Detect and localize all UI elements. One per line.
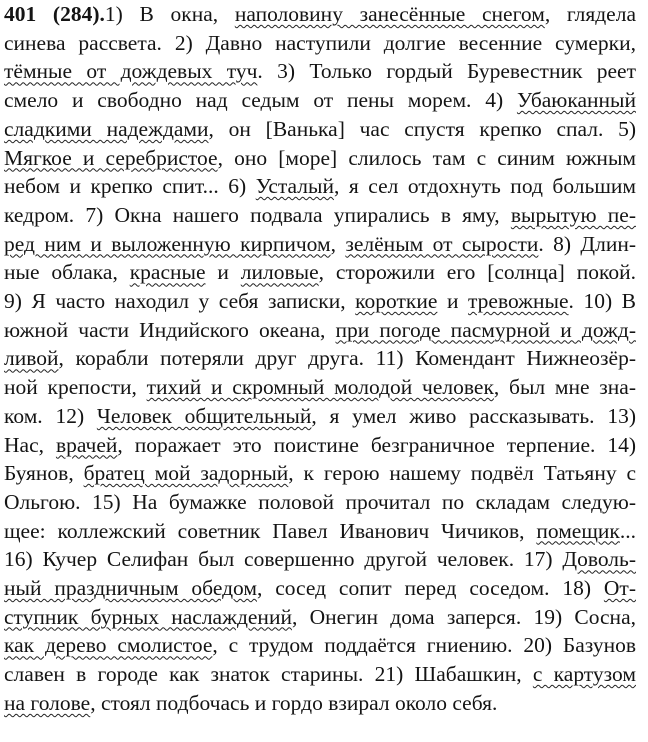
text-line [4,517,636,545]
text-segment: , он [Ванька] час спустя крепко спал. 5) [208,116,636,141]
text-segment: 9) Я часто находил у себя записки, [4,289,356,313]
underlined-phrase: лиловые [240,260,319,285]
text-line [4,115,636,143]
underlined-phrase: Мягкое и серебристое [4,145,218,170]
text-line [4,316,636,344]
exercise-number: 401 (284). [4,2,105,26]
text-line [4,57,636,85]
underlined-phrase: Доволь- [562,547,636,572]
text-line [4,373,636,401]
underlined-phrase: вырытую пе- [510,202,636,227]
text-segment: , [330,231,346,256]
underlined-phrase: тихий и скромный молодой человек [146,375,494,400]
text-segment: , оно [море] слилось там с синим южным [217,145,636,170]
underlined-phrase: сладкими надеждами [4,116,209,141]
text-segment: кедром. 7) Окна нашего подвала упирались в яму, [4,202,511,227]
text-segment: щее: коллежский советник Павел Иванович Чичиков, [4,518,537,543]
underlined-phrase: наполовину занесённые снегом [234,2,545,26]
text-line [4,574,636,602]
text-line [4,660,636,688]
text-segment: небом и крепко спит... 6) [4,174,256,199]
underlined-phrase: Убаюканный [516,88,636,113]
text-segment: , глядела [544,2,636,26]
text-line [4,29,636,57]
underlined-phrase: с картузом [532,662,636,687]
text-segment: , корабли потеряли друг друга. 11) Комендант Нижнеозёр- [58,346,636,371]
underlined-phrase: Человек общительный [96,403,312,428]
text-segment: , к герою нашему подвёл Татьяну с [288,461,637,486]
text-line [4,287,636,315]
text-segment: и [437,289,468,313]
text-segment: Буянов, [4,461,84,486]
underlined-phrase: Усталый [255,174,334,199]
underlined-phrase: как дерево смолистое [4,633,213,658]
underlined-phrase: тревожные [468,289,569,313]
text-line [4,603,636,631]
text-segment: 1) В окна, [104,2,235,26]
text-segment: ... [619,518,636,543]
text-segment: смело и свободно над седым от пены морем. 4) [4,88,517,113]
underlined-phrase: при погоде пасмурной и дожд- [335,317,636,342]
text-line [4,230,636,258]
underlined-phrase: на голове [4,690,91,715]
text-segment: и [205,260,241,285]
text-segment: Нас, [4,432,56,457]
text-line [4,0,636,28]
text-line [4,344,636,372]
underlined-phrase: ступник бурных наслаждений [4,604,292,629]
underlined-phrase: ред ним и выложенную кирпичом [4,231,331,256]
underlined-phrase: братец мой задорный [83,461,289,486]
text-segment: ной крепости, [4,375,147,400]
text-line [4,488,636,516]
text-line [4,545,636,573]
text-segment: , сторожили его [солнца] покой. [318,260,636,285]
underlined-phrase: От- [603,576,636,600]
underlined-phrase: врачей [55,432,118,457]
text-segment: Ольгою. 15) На бумажке половой прочитал по складам следую- [4,489,636,514]
text-segment: ком. 12) [4,403,97,428]
text-segment: , был мне зна- [493,375,636,400]
text-line [4,431,636,459]
text-segment: славен в городе как знаток старины. 21) Шабашкин, [4,662,533,687]
text-line [4,631,636,659]
text-line [4,144,636,172]
text-line [4,172,636,200]
text-segment: 16) Кучер Селифан был совершенно другой человек. 17) [4,547,563,572]
text-segment: , поражает это поистине безграничное терпение. 14) [117,432,636,457]
text-segment: ные облака, [4,260,130,285]
text-line [4,201,636,229]
underlined-phrase: ный праздничным обедом [4,576,257,600]
text-segment: . 8) Длин- [538,231,636,256]
text-line [4,402,636,430]
text-segment: , я сел отдохнуть под большим [333,174,637,199]
text-segment: . 3) Только гордый Буревестник реет [257,59,636,84]
text-line [4,459,636,487]
text-segment: . 10) В [568,289,637,313]
text-segment: южной части Индийского океана, [4,317,336,342]
text-segment: , сосед сопит перед соседом. 18) [256,576,604,600]
text-line [4,689,636,717]
underlined-phrase: красные [129,260,206,285]
underlined-phrase: короткие [355,289,438,313]
text-segment: синева рассвета. 2) Давно наступили долгие весенние сумерки, [4,30,636,55]
underlined-phrase: зелёным от сырости [345,231,539,256]
text-line [4,86,636,114]
text-segment: , я умел живо рассказывать. 13) [311,403,636,428]
text-segment: , с трудом поддаётся гниению. 20) Базунов [212,633,636,658]
text-segment: , стоял подбочась и гордо взирал около себя. [90,690,498,715]
underlined-phrase: помещик [536,518,620,543]
text-segment: , Онегин дома заперся. 19) Сосна, [291,604,636,629]
underlined-phrase: тёмные от дождевых туч [4,59,258,84]
underlined-phrase: ливой [4,346,59,371]
text-line [4,258,636,286]
